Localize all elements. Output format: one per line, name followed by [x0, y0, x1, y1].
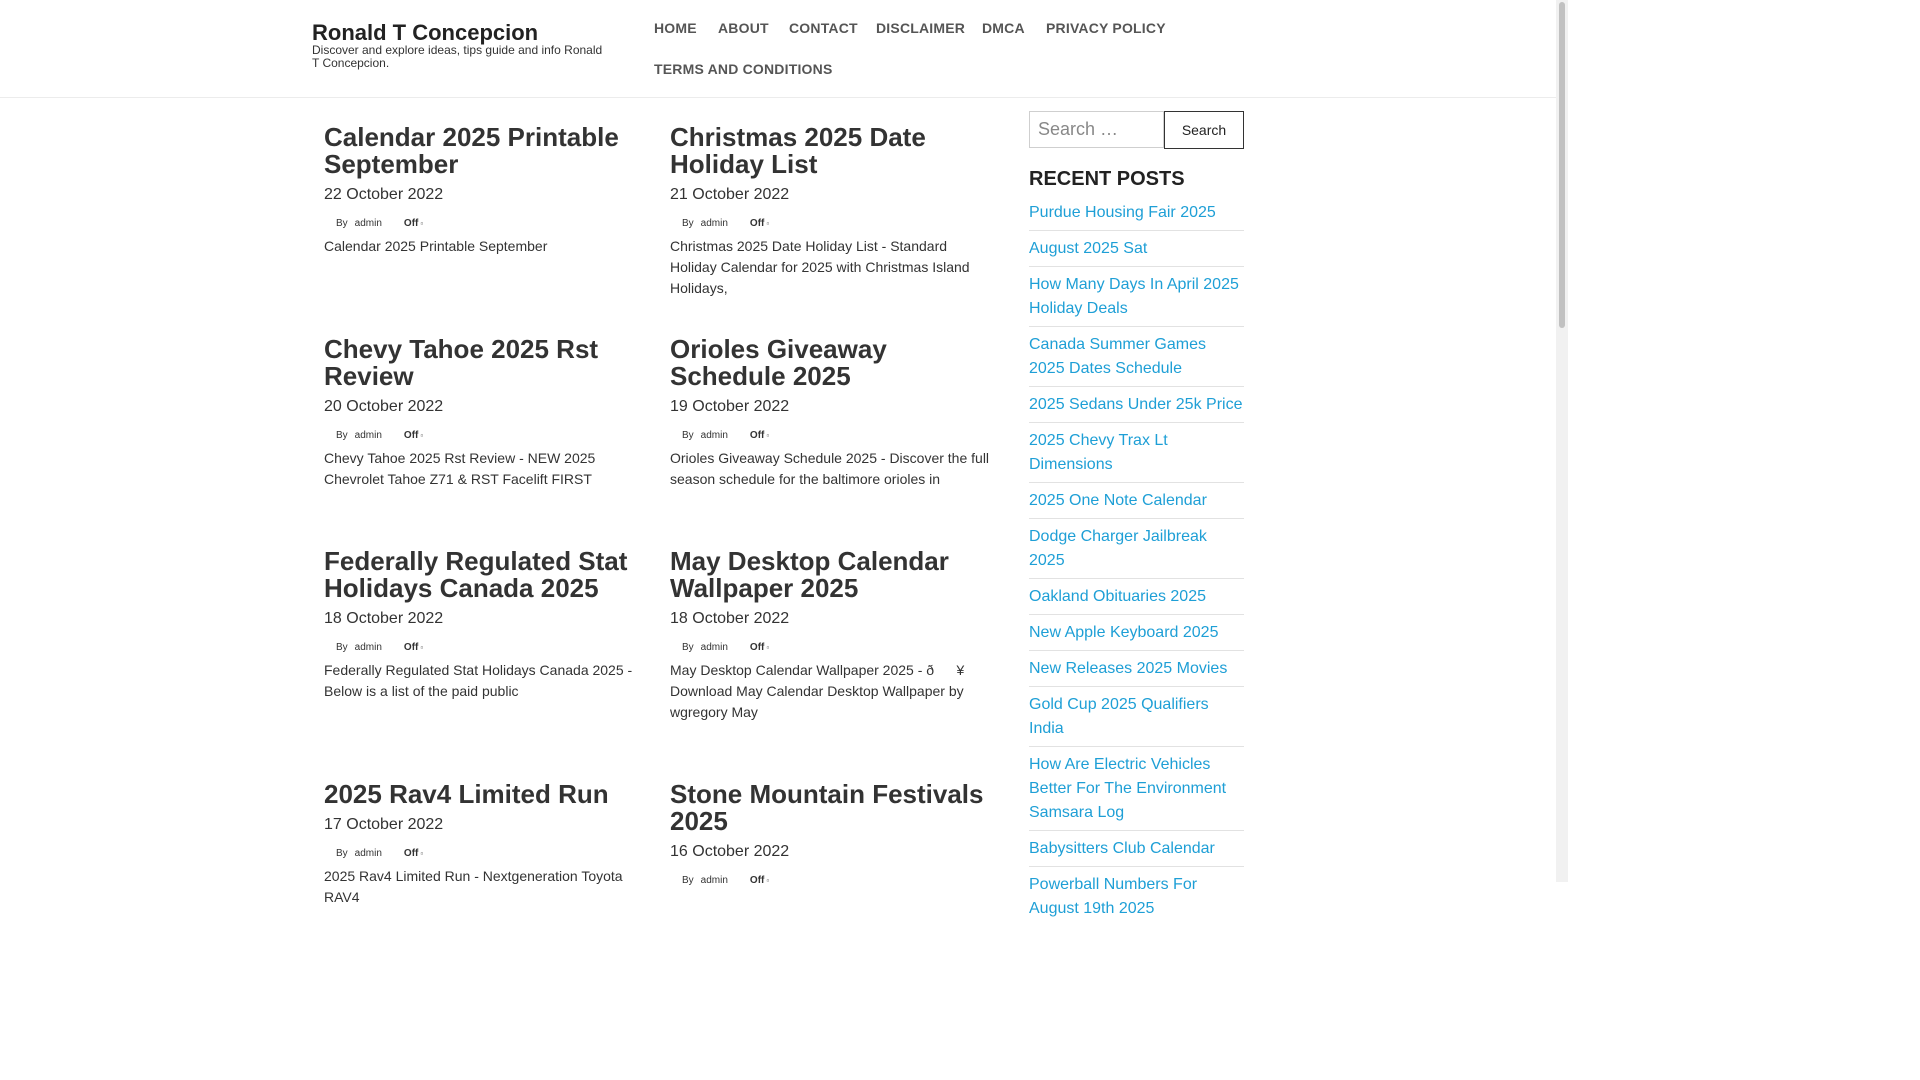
recent-post-link[interactable]: New Apple Keyboard 2025 [1029, 615, 1244, 651]
nav-home[interactable]: HOME [654, 20, 697, 36]
recent-post-link[interactable]: 2025 One Note Calendar [1029, 483, 1244, 519]
post-title[interactable]: May Desktop Calendar Wallpaper 2025 [670, 546, 949, 603]
post-meta [670, 218, 995, 230]
search-input[interactable] [1029, 111, 1164, 148]
post-date: 20 October 2022 [324, 398, 444, 415]
comment-icon: ▫ [420, 219, 424, 228]
post-date: 19 October 2022 [670, 398, 790, 415]
post-card [324, 781, 649, 908]
recent-posts-list [1029, 195, 1244, 926]
post-title[interactable]: 2025 Rav4 Limited Run [324, 779, 609, 809]
by-label: By [336, 430, 348, 441]
post-title[interactable]: Calendar 2025 Printable September [324, 122, 619, 179]
site-description: Discover and explore ideas, tips guide and info Ronald T Concepcion. [312, 43, 603, 70]
post-comments[interactable]: Off [403, 642, 419, 653]
post-meta [670, 875, 995, 887]
comment-icon: ▫ [766, 876, 770, 885]
post-comments[interactable]: Off [749, 642, 765, 653]
post-date: 17 October 2022 [324, 816, 444, 833]
post-title[interactable]: Federally Regulated Stat Holidays Canada 2025 [324, 546, 628, 603]
nav-privacy-policy[interactable]: PRIVACY POLICY [1046, 20, 1166, 36]
post-date: 18 October 2022 [670, 610, 790, 627]
post-author[interactable]: admin [354, 642, 382, 653]
post-card [324, 548, 649, 702]
recent-post-link[interactable]: How Are Electric Vehicles Better For The Environment Samsara Log [1029, 747, 1244, 831]
recent-post-link[interactable]: Oakland Obituaries 2025 [1029, 579, 1244, 615]
by-label: By [682, 218, 694, 229]
scrollbar-thumb[interactable] [1559, 2, 1565, 328]
post-author[interactable]: admin [700, 875, 728, 886]
nav-about[interactable]: ABOUT [718, 20, 769, 36]
post-title[interactable]: Orioles Giveaway Schedule 2025 [670, 334, 887, 391]
by-label: By [682, 875, 694, 886]
post-card [324, 336, 649, 490]
nav-contact[interactable]: CONTACT [789, 20, 858, 36]
by-label: By [336, 642, 348, 653]
post-comments[interactable]: Off [403, 218, 419, 229]
post-comments[interactable]: Off [749, 875, 765, 886]
nav-terms-and-conditions[interactable]: TERMS AND CONDITIONS [654, 61, 833, 77]
recent-post-link[interactable]: Purdue Housing Fair 2025 [1029, 195, 1244, 231]
post-author[interactable]: admin [354, 430, 382, 441]
post-title[interactable]: Stone Mountain Festivals 2025 [670, 779, 984, 836]
post-author[interactable]: admin [700, 430, 728, 441]
post-comments[interactable]: Off [749, 218, 765, 229]
post-meta [324, 430, 649, 442]
site-title[interactable]: Ronald T Concepcion [312, 20, 539, 45]
post-title[interactable]: Christmas 2025 Date Holiday List [670, 122, 926, 179]
post-meta [670, 430, 995, 442]
post-meta [324, 218, 649, 230]
post-author[interactable]: admin [354, 218, 382, 229]
comment-icon: ▫ [766, 643, 770, 652]
recent-post-link[interactable]: New Releases 2025 Movies [1029, 651, 1244, 687]
post-excerpt: 2025 Rav4 Limited Run - Nextgeneration Toyota RAV4 [324, 868, 623, 905]
post-excerpt: Chevy Tahoe 2025 Rst Review - NEW 2025 Chevrolet Tahoe Z71 & RST Facelift FIRST [324, 450, 596, 487]
post-card [670, 548, 995, 723]
post-date: 21 October 2022 [670, 186, 790, 203]
nav-dmca[interactable]: DMCA [982, 20, 1025, 36]
page-scrollbar[interactable] [1556, 0, 1568, 882]
recent-post-link[interactable]: Dodge Charger Jailbreak 2025 [1029, 519, 1244, 579]
by-label: By [682, 430, 694, 441]
recent-posts-heading: RECENT POSTS [1029, 168, 1185, 190]
search-button[interactable]: Search [1164, 111, 1244, 149]
by-label: By [336, 218, 348, 229]
post-excerpt: Christmas 2025 Date Holiday List - Standard Holiday Calendar for 2025 with Christmas Island Holidays, [670, 238, 970, 296]
recent-post-link[interactable]: August 2025 Sat [1029, 231, 1244, 267]
post-excerpt: Calendar 2025 Printable September [324, 238, 548, 254]
post-comments[interactable]: Off [403, 848, 419, 859]
comment-icon: ▫ [420, 431, 424, 440]
recent-post-link[interactable]: How Many Days In April 2025 Holiday Deals [1029, 267, 1244, 327]
post-title[interactable]: Chevy Tahoe 2025 Rst Review [324, 334, 599, 391]
post-comments[interactable]: Off [403, 430, 419, 441]
post-date: 16 October 2022 [670, 843, 790, 860]
comment-icon: ▫ [766, 219, 770, 228]
post-card [324, 124, 649, 257]
post-meta [324, 642, 649, 654]
post-excerpt: Federally Regulated Stat Holidays Canada 2025 - Below is a list of the paid public [324, 662, 633, 699]
post-date: 22 October 2022 [324, 186, 444, 203]
nav-disclaimer[interactable]: DISCLAIMER [876, 20, 966, 36]
comment-icon: ▫ [420, 643, 424, 652]
post-author[interactable]: admin [354, 848, 382, 859]
recent-post-link[interactable]: 2025 Sedans Under 25k Price [1029, 387, 1244, 423]
post-card [670, 336, 995, 490]
recent-post-link[interactable]: Babysitters Club Calendar [1029, 831, 1244, 867]
recent-post-link[interactable]: Canada Summer Games 2025 Dates Schedule [1029, 327, 1244, 387]
comment-icon: ▫ [420, 849, 424, 858]
recent-post-link[interactable]: Gold Cup 2025 Qualifiers India [1029, 687, 1244, 747]
recent-post-link[interactable]: 2025 Chevy Trax Lt Dimensions [1029, 423, 1244, 483]
post-author[interactable]: admin [700, 218, 728, 229]
recent-post-link[interactable]: Powerball Numbers For August 19th 2025 [1029, 876, 1198, 917]
site-header [0, 0, 1556, 98]
post-author[interactable]: admin [700, 642, 728, 653]
post-excerpt: Orioles Giveaway Schedule 2025 - Discover the full season schedule for the baltimore orioles in [670, 450, 990, 487]
post-meta [670, 642, 995, 654]
post-card [670, 781, 995, 893]
comment-icon: ▫ [766, 431, 770, 440]
post-date: 18 October 2022 [324, 610, 444, 627]
post-card [670, 124, 995, 299]
by-label: By [682, 642, 694, 653]
post-comments[interactable]: Off [749, 430, 765, 441]
post-meta [324, 848, 649, 860]
post-excerpt: May Desktop Calendar Wallpaper 2025 - ð¥ Download May Calendar Desktop Wallpaper by wgregory May [670, 662, 965, 720]
by-label: By [336, 848, 348, 859]
